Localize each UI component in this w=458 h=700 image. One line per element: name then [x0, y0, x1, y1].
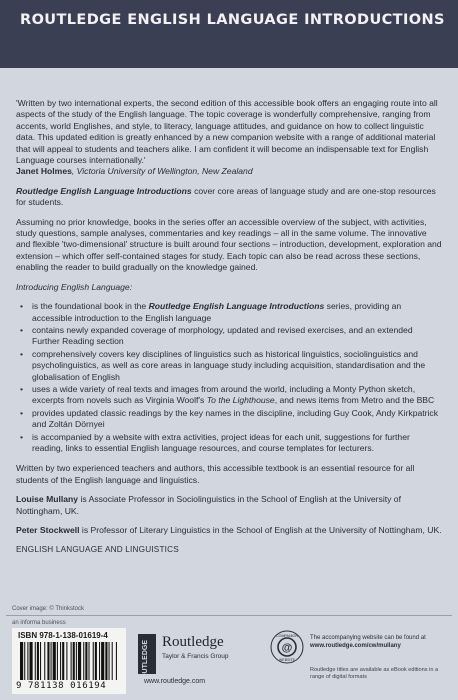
companion-url[interactable]: www.routledge.com/cw/mullany	[310, 643, 401, 649]
endorsement-quote	[16, 98, 442, 178]
series-description	[16, 186, 442, 209]
feature-item: • provides updated classic readings by the key names in the discipline, including Guy Cook, Andy Kirkpatrick and Zoltán Dörnyei	[32, 408, 442, 431]
publisher-block	[138, 632, 258, 692]
feature-list	[16, 301, 442, 454]
publisher-logo: ROUTLEDGE	[138, 634, 156, 674]
series-name: Routledge English Language Introductions	[16, 185, 192, 196]
companion-website-note: The accompanying website can be found at www.routledge.com/cw/mullany	[310, 635, 426, 649]
svg-text:WEBSITE: WEBSITE	[278, 658, 296, 662]
publisher-website: www.routledge.com	[144, 678, 206, 685]
series-description-text: cover core areas of language study and are one-stop resources for students.	[16, 185, 436, 208]
feature-item: • is accompanied by a website with extra activities, project ideas for each unit, suggestions for further reading, links to essential English language resources, and course templates for lecturers.	[32, 432, 442, 455]
assuming-paragraph: Assuming no prior knowledge, books in the series offer an accessible overview of the subject, with activities, study questions, sample analyses, commentaries and key readings – all in the same volume. The innovative and flexible 'two-dimensional' structure is built around four sections – introduction, development, exploration and extension – which offer self-contained stages for study. Each topic can also be read across these sections, enabling the reader to build gradually on the knowledge gained.	[16, 216, 442, 273]
informa-tagline: an informa business	[12, 620, 66, 626]
svg-text:@: @	[281, 642, 293, 654]
barcode-number: 9 781138 016194	[16, 681, 107, 691]
svg-text:COMPANION: COMPANION	[276, 634, 298, 638]
isbn: ISBN 978-1-138-01619-4	[18, 631, 108, 640]
feature-item: • uses a wide variety of real texts and images from around the world, including a Monty Python sketch, excerpts from novels such as Virginia Woolf's To the Lighthouse, and news items from Metro and the BBC	[32, 384, 442, 407]
series-title: ROUTLEDGE ENGLISH LANGUAGE INTRODUCTIONS	[20, 12, 445, 28]
barcode-panel	[12, 628, 126, 694]
feature-item: • comprehensively covers key disciplines of linguistics such as historical linguistics, sociolinguistics and psycholinguistics, as well as core areas in language study including acquisition, standardisation and the globalisation of English	[32, 349, 442, 383]
cover-credit: Cover image: © Thinkstock	[12, 606, 85, 612]
barcode-icon	[20, 642, 118, 680]
written-by-paragraph: Written by two experienced teachers and authors, this accessible textbook is an essential resource for all students of the English language and linguistics.	[16, 463, 415, 485]
quote-affiliation: , Victoria University of Wellington, New Zealand	[71, 166, 253, 177]
quote-text: 'Written by two international experts, the second edition of this accessible book offers an engaging route into all aspects of the study of the English language. The topic coverage is wonderfully comprehensive, ranging from accents, world Englishes, and style, to literacy, language attitudes, and guidance on how to collect linguistic data. This updated edition is greatly enhanced by a new companion website with a range of additional material that will appeal to students and teachers alike. I am confident it will become an indispensable text for English Language courses internationally.'	[16, 98, 438, 166]
feature-item: • is the foundational book in the Routledge English Language Introductions series, providing an accessible introduction to the English language	[32, 301, 442, 324]
subject-category: ENGLISH LANGUAGE AND LINGUISTICS	[16, 545, 179, 555]
quote-author: Janet Holmes	[16, 166, 72, 177]
companion-website-badge	[270, 630, 304, 664]
publisher-group: Taylor & Francis Group	[162, 653, 229, 660]
author-bio: Peter Stockwell is Professor of Literary Linguistics in the School of English at the University of Nottingham, UK.	[16, 525, 442, 535]
ebook-note: Routledge titles are available as eBook editions in a range of digital formats	[310, 667, 439, 680]
introducing-label: Introducing English Language:	[16, 281, 133, 292]
divider	[6, 615, 452, 616]
publisher-name: Routledge	[162, 634, 224, 650]
author-bio: Louise Mullany is Associate Professor in Sociolinguistics in the School of English at the University of Nottingham, UK.	[16, 494, 401, 516]
header-band	[0, 0, 458, 68]
back-cover-text	[16, 98, 442, 564]
feature-item: • contains newly expanded coverage of morphology, updated and revised exercises, and an extended Further Reading section	[32, 325, 442, 348]
